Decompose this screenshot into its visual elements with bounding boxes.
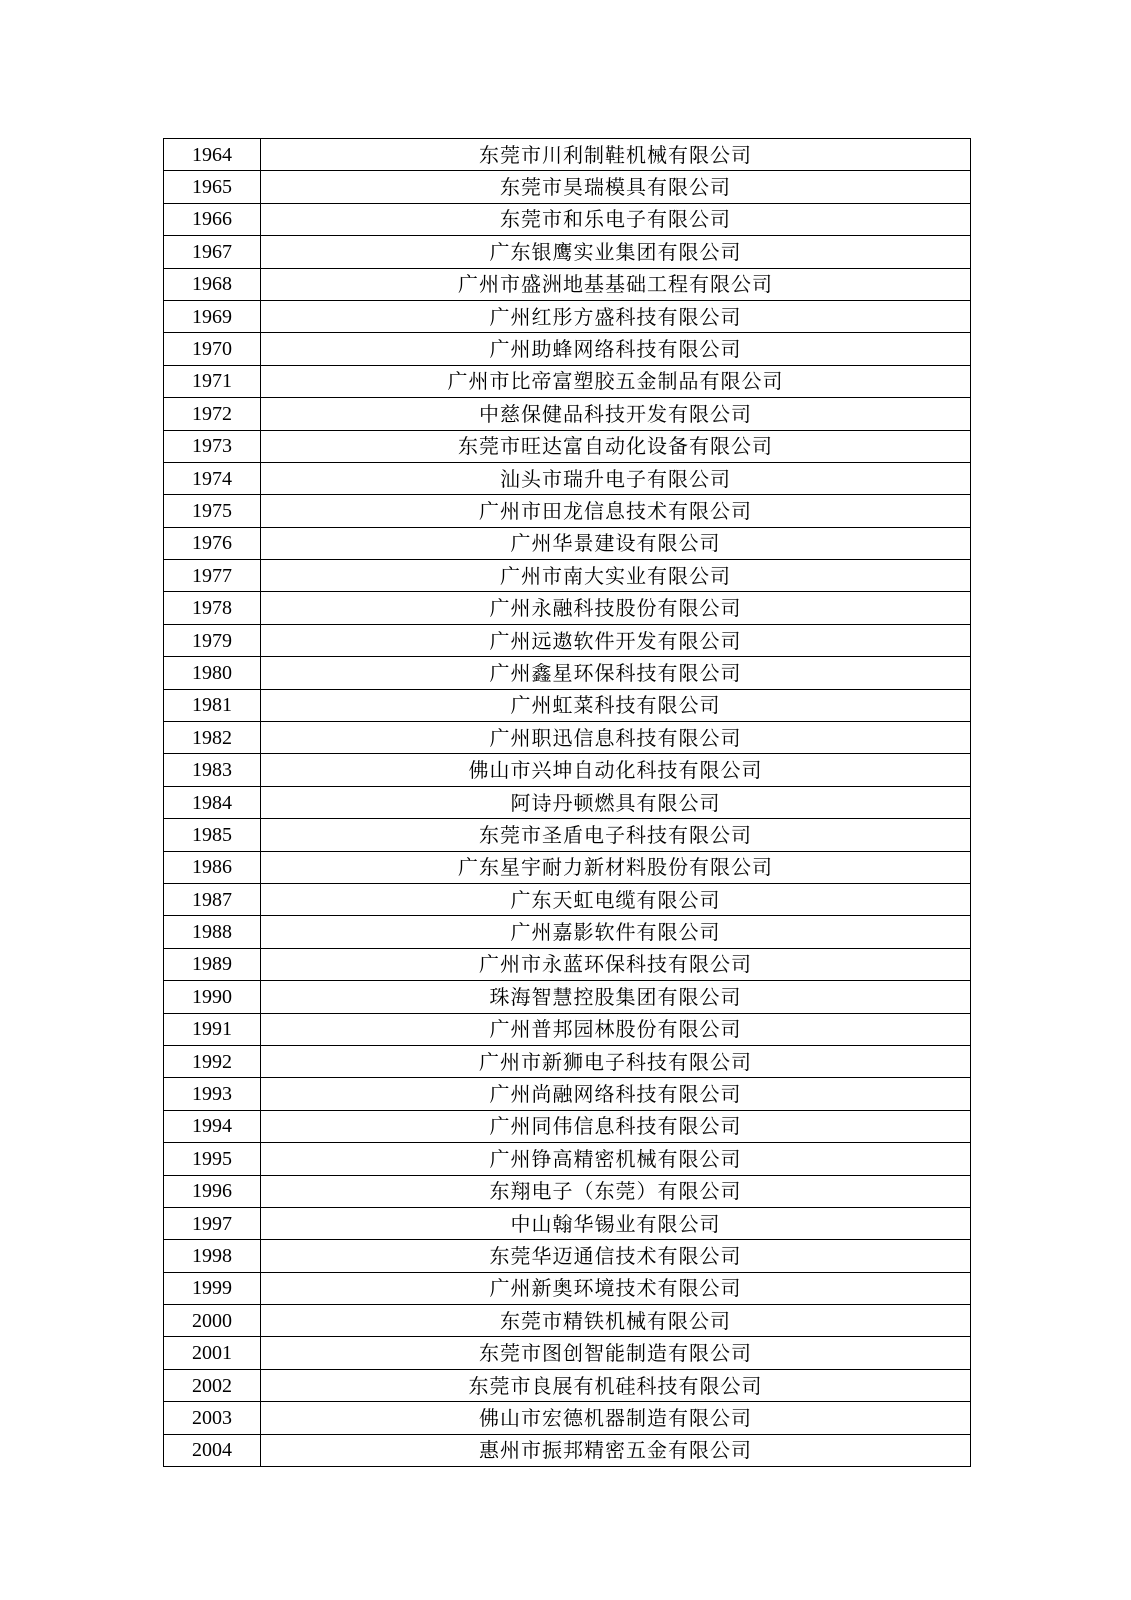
table-row [164,819,971,851]
table-row [164,1078,971,1110]
company-name-cell: 广州市永蓝环保科技有限公司 [261,948,971,980]
table-row [164,1434,971,1466]
row-number-cell: 1978 [164,592,261,624]
company-name-cell: 珠海智慧控股集团有限公司 [261,981,971,1013]
table-body [164,139,971,1467]
company-name-cell: 广东星宇耐力新材料股份有限公司 [261,851,971,883]
row-number-cell: 1979 [164,624,261,656]
table-row [164,365,971,397]
row-number-cell: 1995 [164,1143,261,1175]
company-name-cell: 广州尚融网络科技有限公司 [261,1078,971,1110]
table-row [164,948,971,980]
table-row [164,916,971,948]
table-row [164,171,971,203]
table-row [164,268,971,300]
company-list-table [163,138,971,1467]
company-name-cell: 广州嘉影软件有限公司 [261,916,971,948]
company-name-cell: 广州同伟信息科技有限公司 [261,1110,971,1142]
row-number-cell: 1968 [164,268,261,300]
company-name-cell: 东翔电子（东莞）有限公司 [261,1175,971,1207]
company-name-cell: 东莞市川利制鞋机械有限公司 [261,139,971,171]
table-row [164,851,971,883]
company-name-cell: 东莞市精铁机械有限公司 [261,1305,971,1337]
row-number-cell: 1966 [164,203,261,235]
row-number-cell: 1965 [164,171,261,203]
table-row [164,1207,971,1239]
table-row [164,1369,971,1401]
row-number-cell: 1994 [164,1110,261,1142]
company-name-cell: 东莞市昊瑞模具有限公司 [261,171,971,203]
company-name-cell: 东莞市良展有机硅科技有限公司 [261,1369,971,1401]
row-number-cell: 1983 [164,754,261,786]
company-name-cell: 广州鑫星环保科技有限公司 [261,657,971,689]
row-number-cell: 1970 [164,333,261,365]
company-name-cell: 广州远遨软件开发有限公司 [261,624,971,656]
table-row [164,1402,971,1434]
table-row [164,689,971,721]
table-row [164,1305,971,1337]
row-number-cell: 1996 [164,1175,261,1207]
table-row [164,1110,971,1142]
company-name-cell: 广州新奥环境技术有限公司 [261,1272,971,1304]
table-row [164,430,971,462]
company-name-cell: 广东天虹电缆有限公司 [261,883,971,915]
table-row [164,236,971,268]
company-name-cell: 东莞市和乐电子有限公司 [261,203,971,235]
table-row [164,657,971,689]
table-row [164,1143,971,1175]
row-number-cell: 1986 [164,851,261,883]
company-name-cell: 惠州市振邦精密五金有限公司 [261,1434,971,1466]
company-name-cell: 广州市盛洲地基基础工程有限公司 [261,268,971,300]
company-name-cell: 广州市南大实业有限公司 [261,560,971,592]
row-number-cell: 1988 [164,916,261,948]
company-name-cell: 东莞市图创智能制造有限公司 [261,1337,971,1369]
company-name-cell: 广州红彤方盛科技有限公司 [261,300,971,332]
row-number-cell: 2001 [164,1337,261,1369]
row-number-cell: 1991 [164,1013,261,1045]
table-row [164,1175,971,1207]
company-name-cell: 东莞华迈通信技术有限公司 [261,1240,971,1272]
company-name-cell: 汕头市瑞升电子有限公司 [261,462,971,494]
company-name-cell: 广州铮高精密机械有限公司 [261,1143,971,1175]
row-number-cell: 1973 [164,430,261,462]
company-name-cell: 东莞市圣盾电子科技有限公司 [261,819,971,851]
company-name-cell: 佛山市宏德机器制造有限公司 [261,1402,971,1434]
company-name-cell: 广州市田龙信息技术有限公司 [261,495,971,527]
row-number-cell: 1990 [164,981,261,1013]
row-number-cell: 1967 [164,236,261,268]
company-name-cell: 东莞市旺达富自动化设备有限公司 [261,430,971,462]
row-number-cell: 1981 [164,689,261,721]
table-row [164,203,971,235]
row-number-cell: 1984 [164,786,261,818]
row-number-cell: 1972 [164,398,261,430]
table-row [164,462,971,494]
row-number-cell: 1998 [164,1240,261,1272]
row-number-cell: 1992 [164,1045,261,1077]
row-number-cell: 1969 [164,300,261,332]
table-row [164,1045,971,1077]
table-row [164,1272,971,1304]
table-row [164,883,971,915]
row-number-cell: 1985 [164,819,261,851]
row-number-cell: 1976 [164,527,261,559]
row-number-cell: 1999 [164,1272,261,1304]
table-row [164,300,971,332]
row-number-cell: 1977 [164,560,261,592]
row-number-cell: 2000 [164,1305,261,1337]
row-number-cell: 2004 [164,1434,261,1466]
table-row [164,1013,971,1045]
row-number-cell: 1989 [164,948,261,980]
row-number-cell: 1997 [164,1207,261,1239]
row-number-cell: 1971 [164,365,261,397]
company-name-cell: 广州永融科技股份有限公司 [261,592,971,624]
row-number-cell: 1987 [164,883,261,915]
company-name-cell: 广东银鹰实业集团有限公司 [261,236,971,268]
row-number-cell: 1993 [164,1078,261,1110]
table-row [164,333,971,365]
table-row [164,786,971,818]
table-row [164,592,971,624]
table-row [164,981,971,1013]
company-name-cell: 广州助蜂网络科技有限公司 [261,333,971,365]
company-name-cell: 广州虹菜科技有限公司 [261,689,971,721]
company-name-cell: 佛山市兴坤自动化科技有限公司 [261,754,971,786]
table-row [164,527,971,559]
company-name-cell: 广州华景建设有限公司 [261,527,971,559]
company-name-cell: 广州普邦园林股份有限公司 [261,1013,971,1045]
row-number-cell: 1975 [164,495,261,527]
table-row [164,495,971,527]
table-row [164,722,971,754]
company-name-cell: 广州市新狮电子科技有限公司 [261,1045,971,1077]
table-row [164,398,971,430]
row-number-cell: 1974 [164,462,261,494]
table-row [164,624,971,656]
company-name-cell: 阿诗丹顿燃具有限公司 [261,786,971,818]
row-number-cell: 1980 [164,657,261,689]
company-name-cell: 广州市比帝富塑胶五金制品有限公司 [261,365,971,397]
table-row [164,754,971,786]
table-row [164,560,971,592]
row-number-cell: 1964 [164,139,261,171]
company-name-cell: 中山翰华锡业有限公司 [261,1207,971,1239]
table-row [164,1337,971,1369]
company-name-cell: 中慈保健品科技开发有限公司 [261,398,971,430]
company-name-cell: 广州职迅信息科技有限公司 [261,722,971,754]
row-number-cell: 2002 [164,1369,261,1401]
row-number-cell: 1982 [164,722,261,754]
table-row [164,1240,971,1272]
row-number-cell: 2003 [164,1402,261,1434]
table-row [164,139,971,171]
